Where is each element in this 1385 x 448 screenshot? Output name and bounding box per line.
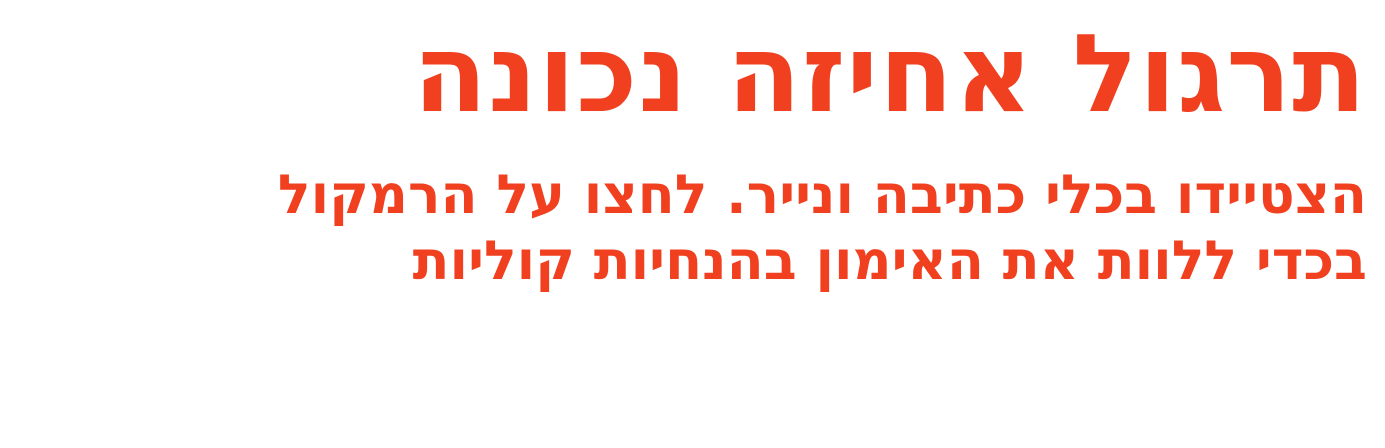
- page-title: תרגול אחיזה נכונה: [412, 12, 1367, 137]
- instructions-text: [17, 162, 1367, 294]
- intro-screen: [17, 0, 1367, 294]
- instructions-line-1: הצטיידו בכלי כתיבה ונייר. לחצו על הרמקול: [277, 163, 1367, 226]
- instructions-line-2: בכדי ללוות את האימון בהנחיות קוליות: [412, 229, 1367, 292]
